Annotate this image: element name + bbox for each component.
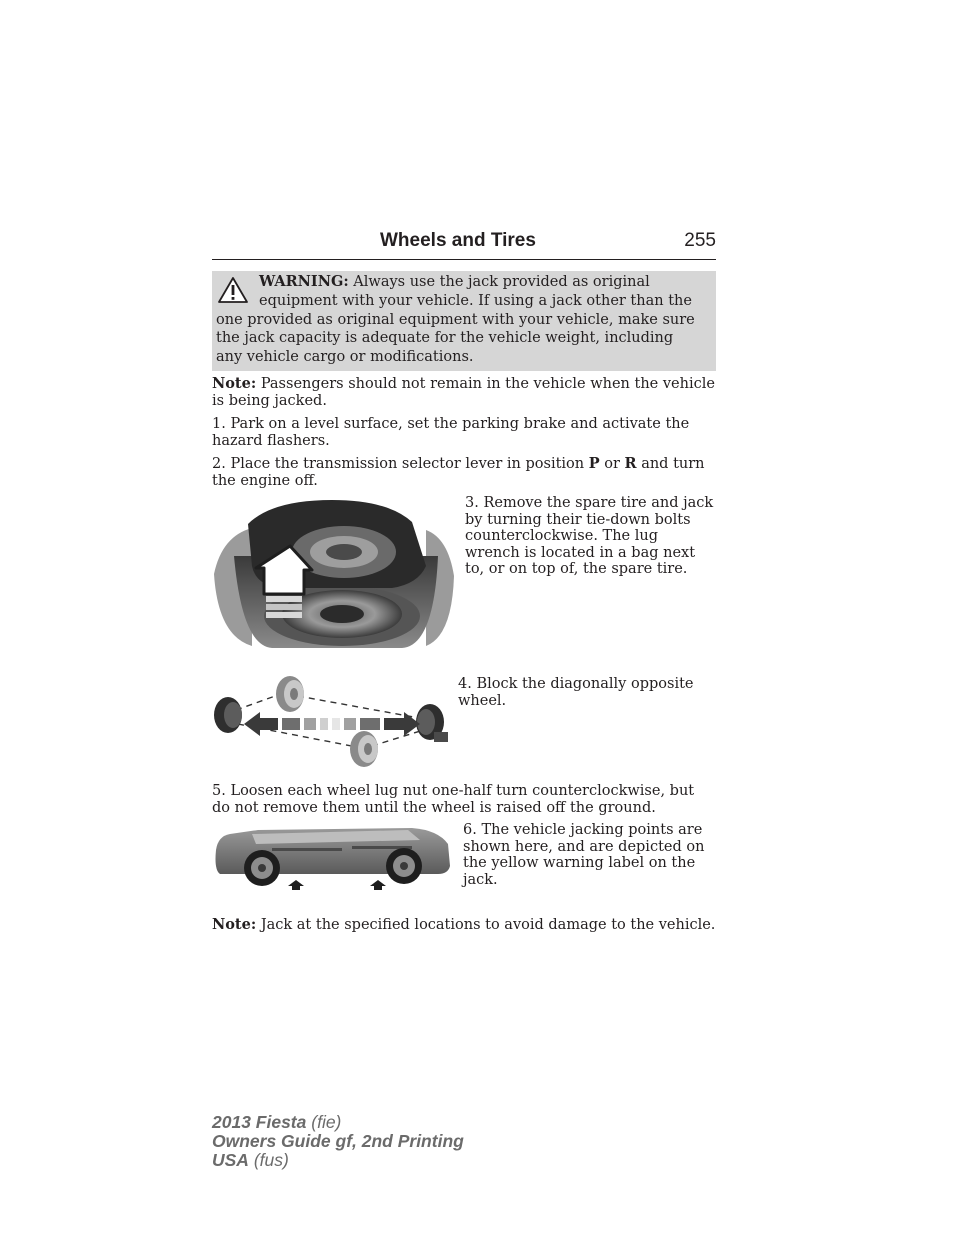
step-1: 1. Park on a level surface, set the parking brake and activate the hazard flashers. [212,416,690,449]
footer-market: USA [212,1150,249,1170]
front-jacking-point-arrow [288,880,304,890]
vehicle-jacking-points-illustration [212,824,456,894]
step-2-or: or [604,456,620,472]
note-jack-locations [212,917,716,934]
wheel-chock-diagram [212,674,452,768]
footer-model-code: (fie) [311,1112,342,1132]
warning-message [216,273,702,367]
step-2-suffix: and turn the engine off. [212,456,705,489]
step-2-prefix: 2. Place the transmission selector lever in position [212,456,585,472]
page-number: 255 [684,230,716,251]
footer-guide-line [212,1132,464,1151]
step-3: 3. Remove the spare tire and jack by turning their tie-down bolts counterclockwise. The lug wrench is located in a bag next to, or on top of, the spare tire. [465,495,714,578]
note-text: Jack at the specified locations to avoid damage to the vehicle. [260,917,716,933]
note-label: Note: [212,375,257,392]
footer-model-line [212,1113,341,1132]
header-divider [212,259,716,260]
footer-market-code: (fus) [253,1150,289,1170]
step-6: 6. The vehicle jacking points are shown here, and are depicted on the yellow warning label on the jack. [463,822,705,888]
footer-guide: Owners Guide gf, 2nd Printing [212,1131,464,1151]
gear-r: R [624,455,637,472]
gear-p: P [588,455,600,472]
page-title: Wheels and Tires [380,230,536,251]
note-text: Passengers should not remain in the vehicle when the vehicle is being jacked. [212,376,715,409]
warning-label: WARNING: [259,273,349,290]
footer-model: 2013 Fiesta [212,1112,307,1132]
step-2 [212,456,716,489]
note-passengers [212,376,716,409]
warning-body: Always use the jack provided as original equipment with your vehicle. If using a jack other than the one provided as original equipment with your vehicle, make sure the jack capacity is adequate for the vehicle weight, including any vehicle cargo or modifications. [216,274,695,366]
rear-jacking-point-arrow [370,880,386,890]
spare-tire-illustration [212,496,456,656]
step-5: 5. Loosen each wheel lug nut one-half turn counterclockwise, but do not remove them until the wheel is raised off the ground. [212,783,695,816]
step-4: 4. Block the diagonally opposite wheel. [458,676,694,709]
note-label: Note: [212,916,257,933]
footer-market-line [212,1151,289,1170]
